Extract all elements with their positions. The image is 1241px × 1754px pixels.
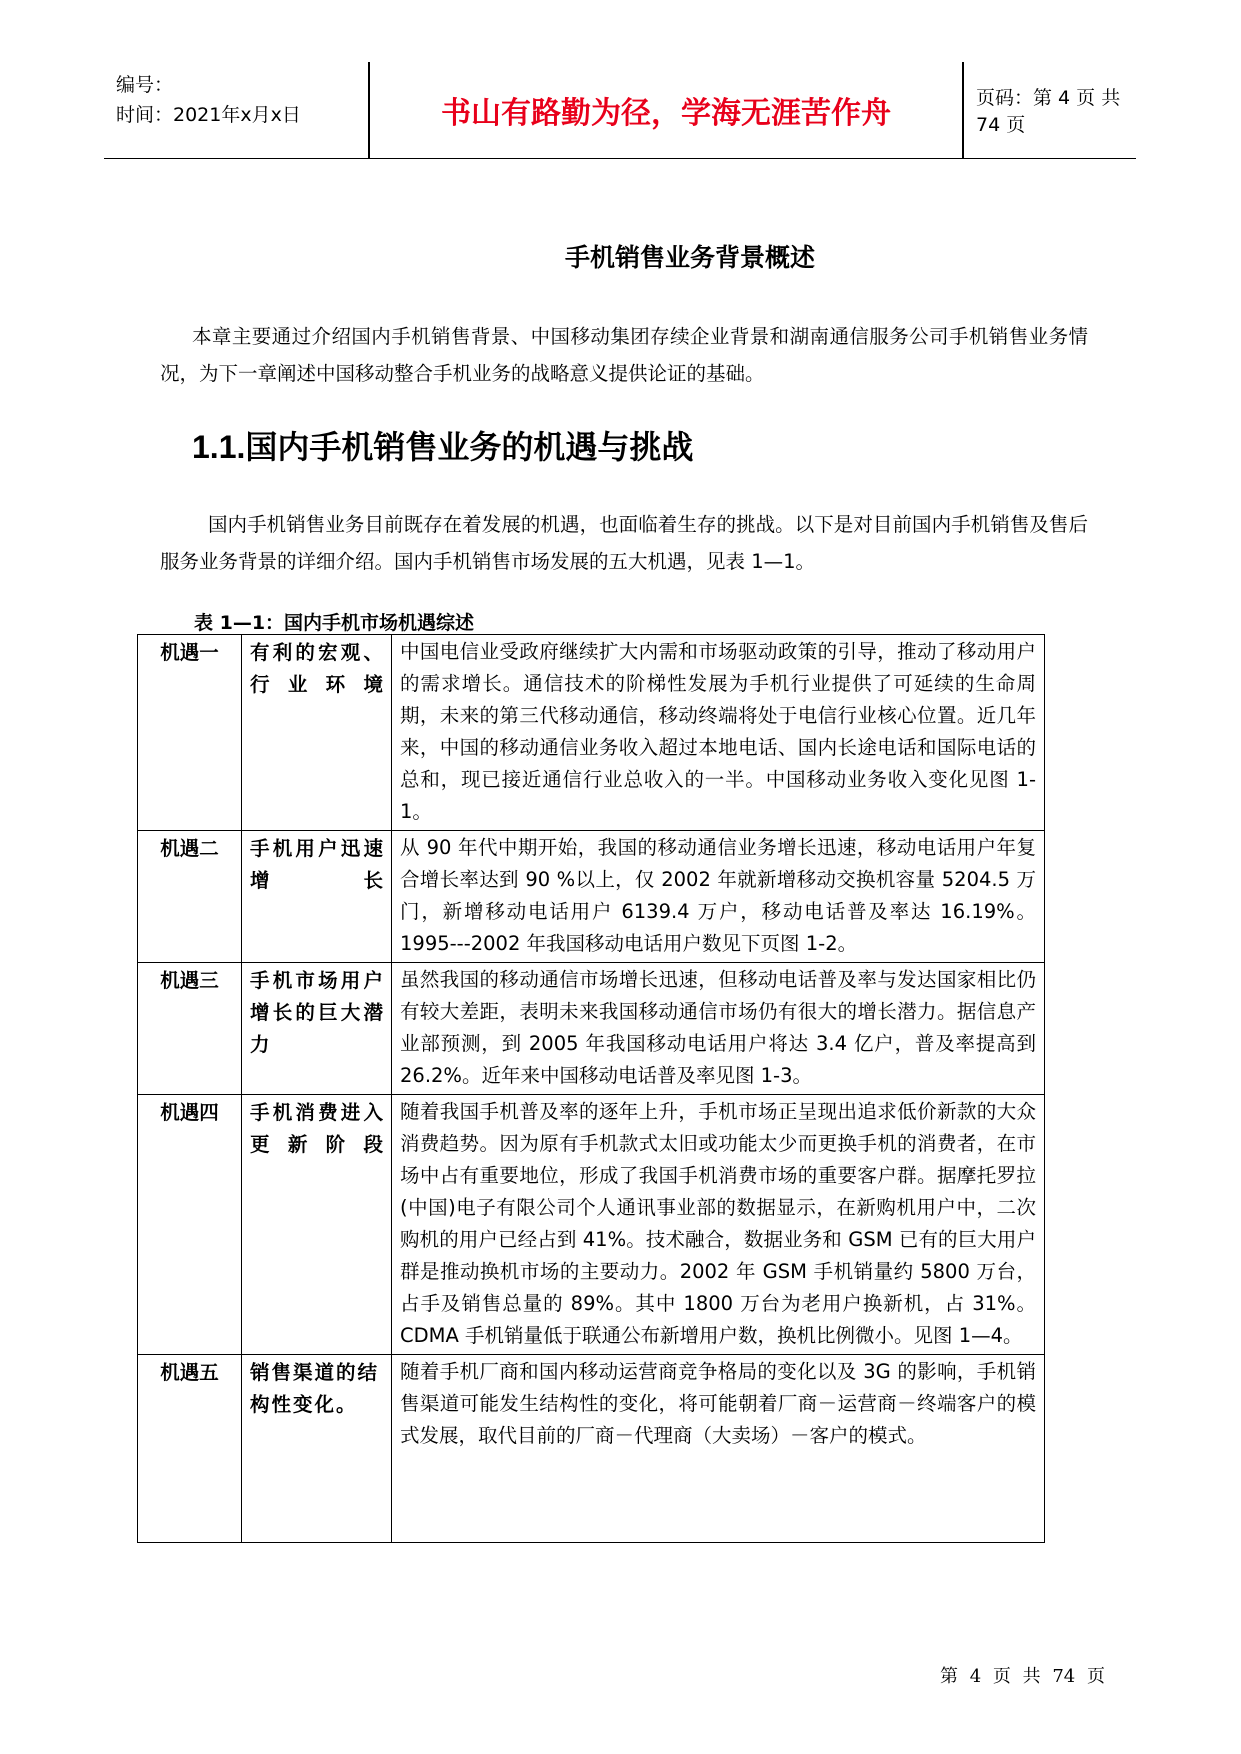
table-caption: 表 1—1：国内手机市场机遇综述 (194, 612, 475, 634)
row-topic: 有利的宏观、行业环境 (242, 635, 392, 831)
table-row (138, 1095, 1045, 1355)
header-page-info: 页码：第 4 页 共 74 页 (976, 87, 1121, 136)
row-topic: 手机市场用户增长的巨大潜力 (242, 963, 392, 1095)
intro-paragraph: 本章主要通过介绍国内手机销售背景、中国移动集团存续企业背景和湖南通信服务公司手机销售业务情况，为下一章阐述中国移动整合手机业务的战略意义提供论证的基础。 (160, 325, 1088, 385)
opportunities-table (137, 634, 1045, 1543)
row-label: 机遇一 (138, 635, 242, 831)
header-motto: 书山有路勤为径，学海无涯苦作舟 (441, 96, 891, 131)
row-description: 中国电信业受政府继续扩大内需和市场驱动政策的引导，推动了移动用户的需求增长。通信技术的阶梯性发展为手机行业提供了可延续的生命周期，未来的第三代移动通信，移动终端将处于电信行业核心位置。近几年来，中国的移动通信业务收入超过本地电话、国内长途电话和国际电话的总和，现已接近通信行业总收入的一半。中国移动业务收入变化见图 1-1。 (392, 635, 1045, 831)
header-divider (962, 62, 964, 158)
row-label: 机遇二 (138, 831, 242, 963)
doc-time-label: 时间：2021年x月x日 (116, 104, 301, 126)
row-description: 从 90 年代中期开始，我国的移动通信业务增长迅速，移动电话用户年复合增长率达到 90 %以上，仅 2002 年就新增移动交换机容量 5204.5 万门，新增移动电话用户 6139.4 万户，移动电话普及率达 16.19%。 1995---2002 年我国移动电话用户数见下页图 1-2。 (392, 831, 1045, 963)
table-row (138, 831, 1045, 963)
page-header (104, 62, 1136, 159)
row-description: 随着我国手机普及率的逐年上升，手机市场正呈现出追求低价新款的大众消费趋势。因为原有手机款式太旧或功能太少而更换手机的消费者，在市场中占有重要地位，形成了我国手机消费市场的重要客户群。据摩托罗拉(中国)电子有限公司个人通讯事业部的数据显示，在新购机用户中，二次购机的用户已经占到 41%。技术融合，数据业务和 GSM 已有的巨大用户群是推动换机市场的主要动力。2002 年 GSM 手机销量约 5800 万台，占手及销售总量的 89%。其中 1800 万台为老用户换新机，占 31%。CDMA 手机销量低于联通公布新增用户数，换机比例微小。见图 1—4。 (392, 1095, 1045, 1355)
table-row (138, 635, 1045, 831)
row-label: 机遇五 (138, 1355, 242, 1543)
section-heading: 1.1.国内手机销售业务的机遇与挑战 (192, 429, 694, 465)
row-topic: 手机消费进入更新阶段 (242, 1095, 392, 1355)
row-label: 机遇三 (138, 963, 242, 1095)
chapter-title: 手机销售业务背景概述 (564, 243, 815, 272)
page-footer: 第 4 页 共 74 页 (940, 1666, 1105, 1687)
row-topic: 销售渠道的结构性变化。 (242, 1355, 392, 1543)
header-meta (116, 70, 362, 130)
section-paragraph: 国内手机销售业务目前既存在着发展的机遇，也面临着生存的挑战。以下是对目前国内手机销售及售后服务业务背景的详细介绍。国内手机销售市场发展的五大机遇，见表 1—1。 (160, 513, 1088, 573)
row-description: 虽然我国的移动通信市场增长迅速，但移动电话普及率与发达国家相比仍有较大差距，表明未来我国移动通信市场仍有很大的增长潜力。据信息产业部预测，到 2005 年我国移动电话用户将达 3.4 亿户，普及率提高到 26.2%。近年来中国移动电话普及率见图 1-3。 (392, 963, 1045, 1095)
row-description: 随着手机厂商和国内移动运营商竞争格局的变化以及 3G 的影响，手机销售渠道可能发生结构性的变化，将可能朝着厂商－运营商－终端客户的模式发展，取代目前的厂商－代理商（大卖场）－客户的模式。 (392, 1355, 1045, 1543)
table-row (138, 1355, 1045, 1543)
table-row (138, 963, 1045, 1095)
doc-number-label: 编号： (116, 74, 174, 96)
row-label: 机遇四 (138, 1095, 242, 1355)
row-topic: 手机用户迅速增长 (242, 831, 392, 963)
